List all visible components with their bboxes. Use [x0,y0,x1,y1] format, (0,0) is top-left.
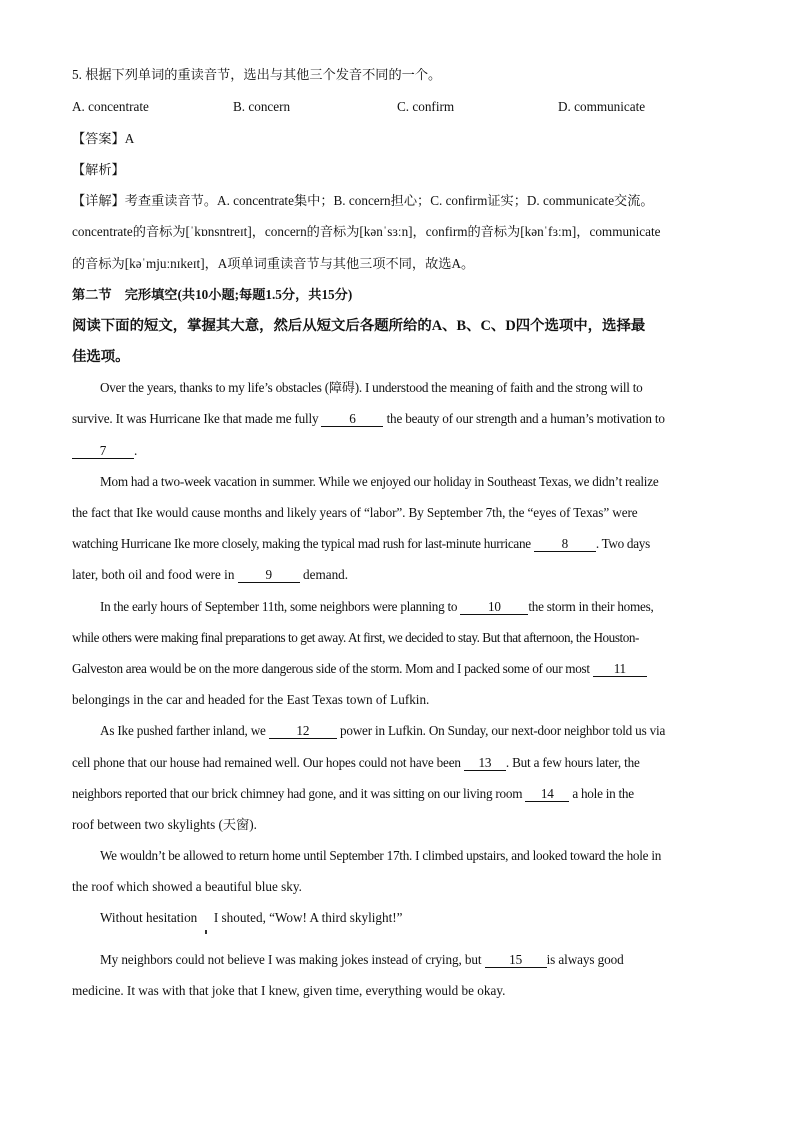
section-title: 第二节 完形填空(共10小题;每题1.5分，共15分) [72,287,353,302]
passage-line: belongings in the car and headed for the East Texas town of Lufkin. [72,692,430,707]
passage-text: . Two days [595,536,650,551]
blank-14: 14 [525,787,569,802]
passage-text: survive. It was Hurricane Ike that made me fully [72,411,319,426]
passage-text: is always good [546,952,624,967]
blank-13: 13 [464,756,506,771]
passage-line: medicine. It was with that joke that I knew, given time, everything would be okay. [72,983,506,998]
passage-text: watching Hurricane Ike more closely, making the typical mad rush for last-minute hurricane [72,536,531,551]
passage-text: My neighbors could not believe I was making jokes instead of crying, but [100,952,482,967]
passage-line [72,785,634,803]
passage-text: As Ike pushed farther inland, we [100,723,266,738]
blank-7: 7 [72,444,134,459]
passage-text: power in Lufkin. On Sunday, our next-door neighbor told us via [339,723,666,738]
passage-line [72,754,640,772]
passage-line [72,535,650,553]
passage-line [100,909,403,927]
stray-mark [205,930,207,934]
passage-text: neighbors reported that our brick chimney had gone, and it was sitting on our living room [72,786,523,801]
passage-text: demand. [303,567,349,582]
passage-text: later, both oil and food were in [72,567,235,582]
question-stem: 5. 根据下列单词的重读音节，选出与其他三个发音不同的一个。 [72,67,442,82]
section-instruction-2: 佳选项。 [72,349,130,365]
passage-text: cell phone that our house had remained well. Our hopes could not have been [72,755,461,770]
passage-line: the roof which showed a beautiful blue sky. [72,879,302,894]
option-b: B. concern [233,99,291,114]
option-a: A. concentrate [72,99,149,114]
option-d: D. communicate [558,99,646,114]
blank-12: 12 [269,724,337,739]
passage-line: roof between two skylights (天窗). [72,817,257,832]
passage-line: Mom had a two-week vacation in summer. While we enjoyed our holiday in Southeast Texas, we didn’t realize [100,474,659,489]
passage-line [100,722,665,740]
passage-line [100,598,654,616]
answer-label: 【答案】A [72,131,135,146]
analysis-heading: 【解析】 [72,162,125,177]
passage-line: Over the years, thanks to my life’s obstacles (障碍). I understood the meaning of faith and the strong will to [100,380,643,395]
passage-line: the fact that Ike would cause months and likely years of “labor”. By September 7th, the “eyes of Texas” were [72,505,638,520]
detail-line-1: 【详解】考查重读音节。A. concentrate集中；B. concern担心；C. confirm证实；D. communicate交流。 [72,193,654,208]
blank-9: 9 [238,568,300,583]
passage-text: the beauty of our strength and a human’s motivation to [386,411,665,426]
passage-text: I shouted, “Wow! A third skylight!” [213,910,403,925]
passage-text: Galveston area would be on the more dangerous side of the storm. Mom and I packed some of our most [72,661,590,676]
blank-8: 8 [534,537,596,552]
detail-line-2: concentrate的音标为[ˈkɒnsntreɪt]，concern的音标为[kənˈsɜːn]，confirm的音标为[kənˈfɜːm]，communicate [72,224,661,239]
section-instruction-1: 阅读下面的短文，掌握其大意，然后从短文后各题所给的A、B、C、D四个选项中，选择最 [72,318,646,334]
passage-text: Without hesitation [100,910,198,925]
passage-line [72,442,137,460]
blank-11: 11 [593,662,647,677]
passage-text: the storm in their homes, [528,599,654,614]
passage-text: a hole in the [572,786,634,801]
passage-text: In the early hours of September 11th, some neighbors were planning to [100,599,458,614]
blank-10: 10 [460,600,528,615]
passage-text: . But a few hours later, the [505,755,640,770]
passage-line: We wouldn’t be allowed to return home until September 17th. I climbed upstairs, and looked toward the hole in [100,848,662,863]
passage-line [72,660,647,678]
passage-text: . [134,443,138,458]
option-c: C. confirm [397,99,455,114]
blank-15: 15 [485,953,547,968]
blank-6: 6 [321,412,383,427]
passage-line: while others were making final preparations to get away. At first, we decided to stay. But that afternoon, the Houston- [72,630,639,645]
passage-line [100,951,624,969]
passage-line [72,410,665,428]
detail-line-3: 的音标为[kəˈmjuːnɪkeɪt]，A项单词重读音节与其他三项不同，故选A。 [72,256,475,271]
passage-line [72,566,348,584]
